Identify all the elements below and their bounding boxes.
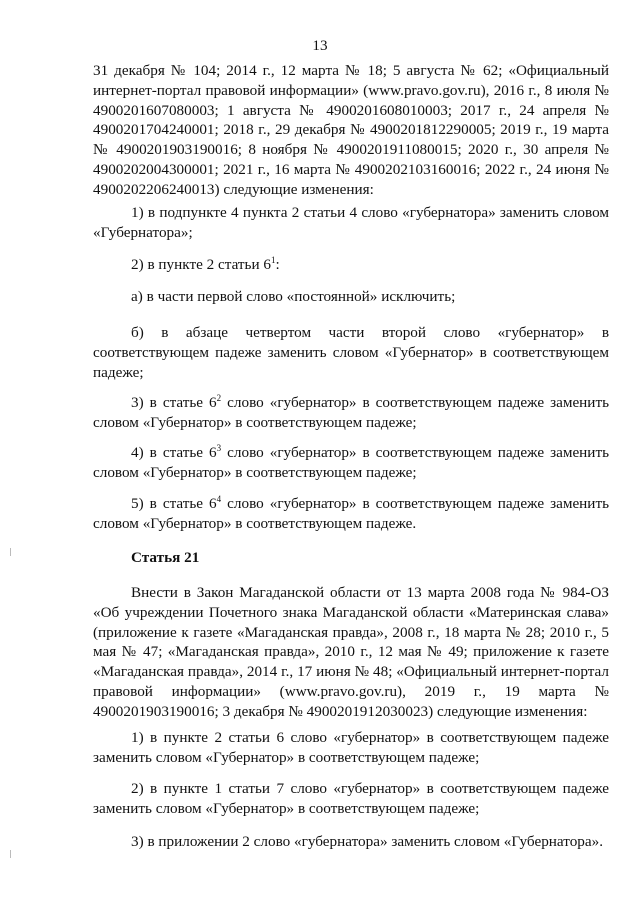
item-3-superscript: 2 xyxy=(216,393,222,403)
item-2b: б) в абзаце четвертом части второй слово «губернатор» в соответствующем падеже заменить словом «Губернатор» в соответствующем падеже; xyxy=(93,324,609,381)
scan-edge-mark xyxy=(10,850,11,858)
article-21-body: Внести в Закон Магаданской области от 13 марта 2008 года № 984-ОЗ «Об учреждении Почетного знака Магаданской области «Материнская слава» (приложение к газете «Магаданская правда», 2008 г., 18 марта № 28; 2010 г., 5 мая № 47; «Магаданская правда», 2010 г., 12 мая № 49; приложение к газете «Магаданская правда», 2014 г., 17 июня № 48; «Официальный интернет-портал правовой информации» (www.pravo.gov.ru), 2019 г., 19 марта № 4900201903190016; 3 декабря № 4900201912030023) следующие изменения: xyxy=(93,584,609,720)
item-2-text: 2) в пункте 2 статьи 6 xyxy=(131,256,272,273)
intro-paragraph: 31 декабря № 104; 2014 г., 12 марта № 18; 5 августа № 62; «Официальный интернет-портал правовой информации» (www.pravo.gov.ru), 2016 г., 8 июля № 4900201607080003; 1 августа № 4900201608010003; 2017 г., 24 апреля № 4900201704240001; 2018 г., 29 декабря № 4900201812290005; 2019 г., 19 марта № 4900201903190016; 8 ноября № 4900201911080015; 2020 г., 30 апреля № 4900202004300001; 2021 г., 16 марта № 4900202103160016; 2022 г., 24 июня № 4900202206240013) следующие изменения: xyxy=(93,62,609,198)
article-21-item-2: 2) в пункте 1 статьи 7 слово «губернатор» в соответствующем падеже заменить словом «Губернатор» в соответствующем падеже; xyxy=(93,780,609,817)
item-2 xyxy=(93,255,609,275)
item-1: 1) в подпункте 4 пункта 2 статьи 4 слово «губернатора» заменить словом «Губернатора»; xyxy=(93,204,609,241)
item-3-text-end: слово «губернатор» в соответствующем падеже заменить словом «Губернатор» в соответствующем падеже; xyxy=(93,394,610,431)
article-21-item-1: 1) в пункте 2 статьи 6 слово «губернатор» в соответствующем падеже заменить словом «Губернатор» в соответствующем падеже; xyxy=(93,729,609,766)
item-2-colon: : xyxy=(275,256,280,273)
item-5-superscript: 4 xyxy=(216,494,222,504)
item-5 xyxy=(93,494,609,534)
item-4-text-start: 4) в статье 6 xyxy=(131,444,217,461)
item-4-text-end: слово «губернатор» в соответствующем падеже заменить словом «Губернатор» в соответствующем падеже; xyxy=(93,444,610,481)
item-5-text-end: слово «губернатор» в соответствующем падеже заменить словом «Губернатор» в соответствующем падеже. xyxy=(93,495,610,532)
item-4 xyxy=(93,443,609,483)
page-number: 13 xyxy=(312,37,328,54)
article-21-item-3: 3) в приложении 2 слово «губернатора» заменить словом «Губернатора». xyxy=(131,833,604,850)
scan-edge-mark xyxy=(10,548,11,556)
item-2-superscript: 1 xyxy=(271,255,276,265)
item-4-superscript: 3 xyxy=(216,443,222,453)
article-21-heading: Статья 21 xyxy=(131,549,200,566)
item-3-text-start: 3) в статье 6 xyxy=(131,394,217,411)
item-2a: а) в части первой слово «постоянной» исключить; xyxy=(131,288,456,305)
item-3 xyxy=(93,393,609,433)
item-5-text-start: 5) в статье 6 xyxy=(131,495,217,512)
